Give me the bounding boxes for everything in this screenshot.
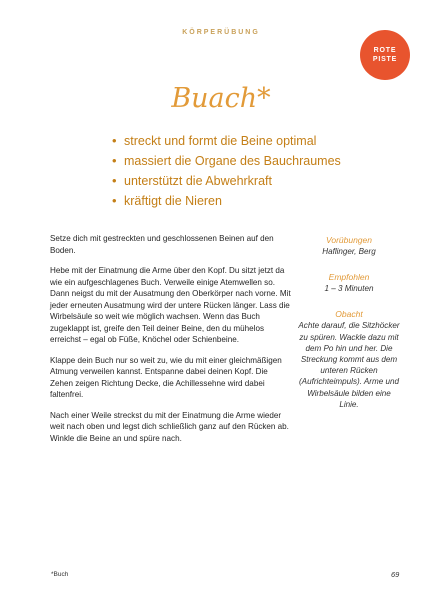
caution-block [298, 309, 400, 410]
instruction-paragraph: Nach einer Weile streckst du mit der Einatmung die Arme wieder weit nach oben und legst dich schließlich ganz auf den Rücken ab. Winkle die Beine an und spüre nach. [50, 410, 289, 443]
benefit-text: streckt und formt die Beine optimal [124, 134, 317, 148]
caution-text: Achte darauf, die Sitzhöcker zu spüren. Wackle dazu mit dem Po hin und her. Die Streckung kommt aus dem unteren Rücken (Aufrichteimpuls). Arme und Wirbelsäule bilden eine Linie. [298, 321, 400, 409]
bullet-icon: • [112, 153, 117, 168]
page-number: 69 [391, 570, 400, 579]
instruction-paragraph: Hebe mit der Einatmung die Arme über den Kopf. Du sitzt jetzt da wie ein aufgeschlagenes Buch. Verweile einige Atemwellen so. Dann neigst du mit der Ausatmung den Oberkörper nach vorne. Mit jeder erneuten Ausatmung wird der untere Rücken länger. Lass die Wirbelsäule so weit wie möglich wachsen. Wenn das Buch zugeklappt ist, greife den Teil deiner Beine, den du mühelos erreichst – egal ob Füße, Knöchel oder Schienbeine. [50, 266, 291, 344]
benefits-list [112, 131, 341, 211]
benefit-item [112, 171, 341, 191]
benefit-text: kräftigt die Nieren [124, 194, 222, 208]
benefit-text: unterstützt die Abwehrkraft [124, 174, 272, 188]
difficulty-badge [360, 30, 410, 80]
bullet-icon: • [112, 193, 117, 208]
recommended-text: 1 – 3 Minuten [324, 284, 374, 294]
benefit-item [112, 131, 341, 151]
benefit-item [112, 191, 341, 211]
caution-heading: Obacht [335, 309, 363, 320]
prep-heading: Vorübungen [325, 235, 372, 245]
benefit-item [112, 151, 341, 171]
prep-text: Haflinger, Berg [322, 247, 376, 256]
badge-line-1: ROTE [373, 47, 397, 54]
instruction-paragraph: Klappe dein Buch nur so weit zu, wie du mit einer gleichmäßigen Atmung verweilen kannst. Entspanne dabei deinen Kopf. Die Zehen zeigen Richtung Decke, die Achillessehne wird dabei faltenfrei. [50, 355, 282, 399]
sidebar [298, 235, 400, 425]
bullet-icon: • [112, 173, 117, 188]
exercise-title: Buach* [171, 83, 271, 114]
footnote: *Buch [51, 571, 69, 578]
bullet-icon: • [112, 133, 117, 148]
prep-block [298, 235, 400, 257]
benefit-text: massiert die Organe des Bauchraumes [124, 154, 341, 168]
badge-line-2: PISTE [372, 56, 398, 63]
section-label: KÖRPERÜBUNG [182, 29, 260, 36]
recommended-block [298, 272, 400, 294]
instruction-paragraph: Setze dich mit gestreckten und geschlossenen Beinen auf den Boden. [50, 234, 274, 255]
instructions-body [50, 233, 291, 453]
recommended-heading: Empfohlen [328, 272, 370, 283]
